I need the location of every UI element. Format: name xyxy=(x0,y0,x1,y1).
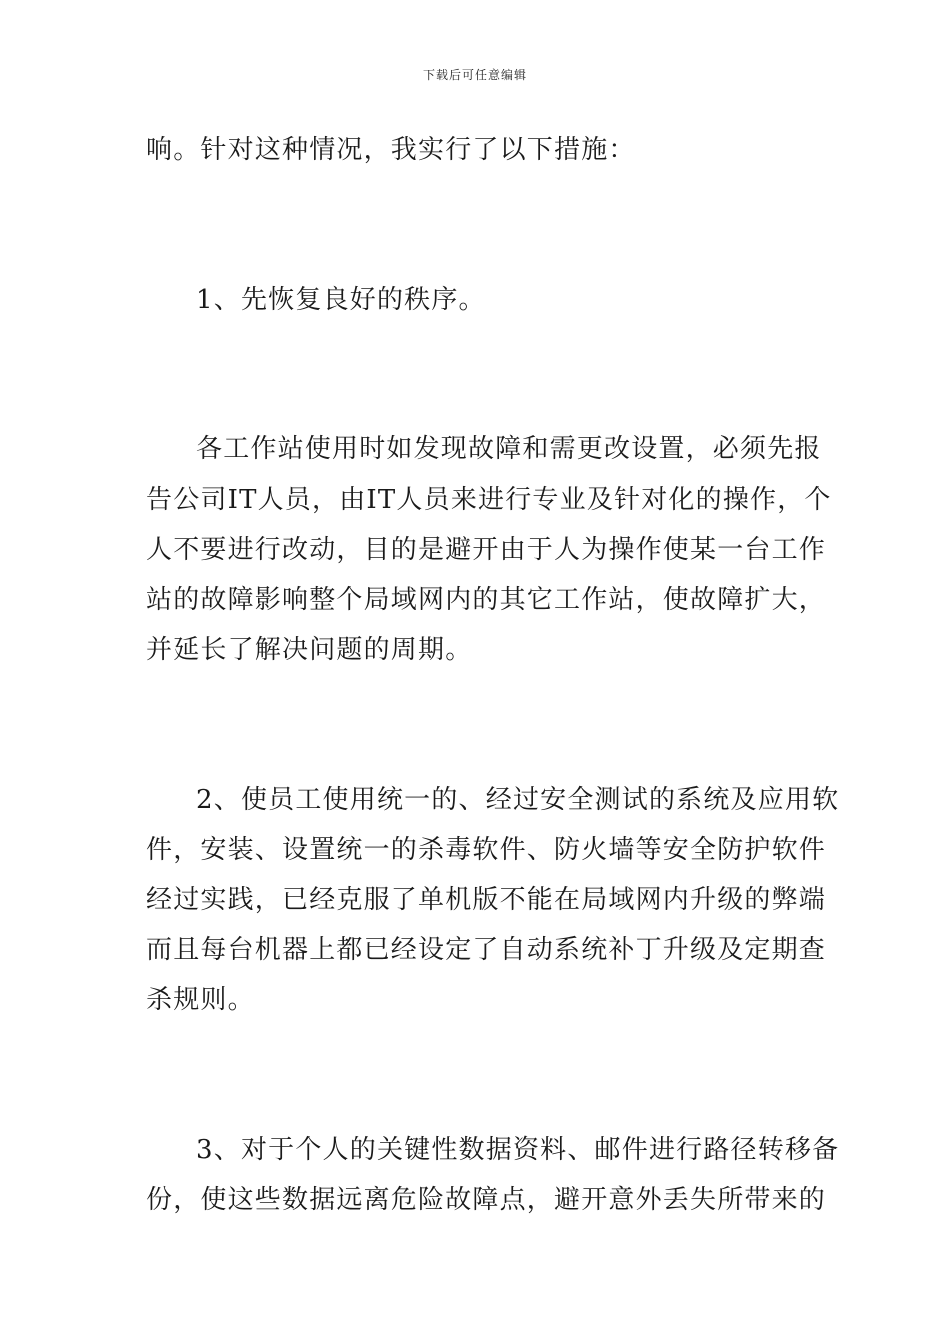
text-line: 杀规则。 xyxy=(146,985,255,1015)
text-line: 各工作站使用时如发现故障和需更改设置，必须先报 xyxy=(196,434,822,464)
text-line: 件，安装、设置统一的杀毒软件、防火墙等安全防护软件 xyxy=(146,835,827,865)
list-item-heading: 2、使员工使用统一的、经过安全测试的系统及应用软 xyxy=(196,785,840,815)
text-line: 并延长了解决问题的周期。 xyxy=(146,635,473,665)
text-line: 站的故障影响整个局域网内的其它工作站，使故障扩大， xyxy=(146,585,827,615)
text-line: 而且每台机器上都已经设定了自动系统补丁升级及定期查 xyxy=(146,935,827,965)
text-line: 经过实践，已经克服了单机版不能在局域网内升级的弊端 xyxy=(146,885,827,915)
text-line: 告公司IT人员，由IT人员来进行专业及针对化的操作，个 xyxy=(146,485,832,515)
text-line: 份，使这些数据远离危险故障点，避开意外丢失所带来的 xyxy=(146,1185,827,1215)
text-line: 人不要进行改动，目的是避开由于人为操作使某一台工作 xyxy=(146,535,827,565)
text-line: 响。针对这种情况，我实行了以下措施： xyxy=(146,135,636,165)
list-item-heading: 3、对于个人的关键性数据资料、邮件进行路径转移备 xyxy=(196,1135,840,1165)
list-item-heading: 1、先恢复良好的秩序。 xyxy=(196,285,486,315)
page-header: 下载后可任意编辑 xyxy=(422,68,527,82)
